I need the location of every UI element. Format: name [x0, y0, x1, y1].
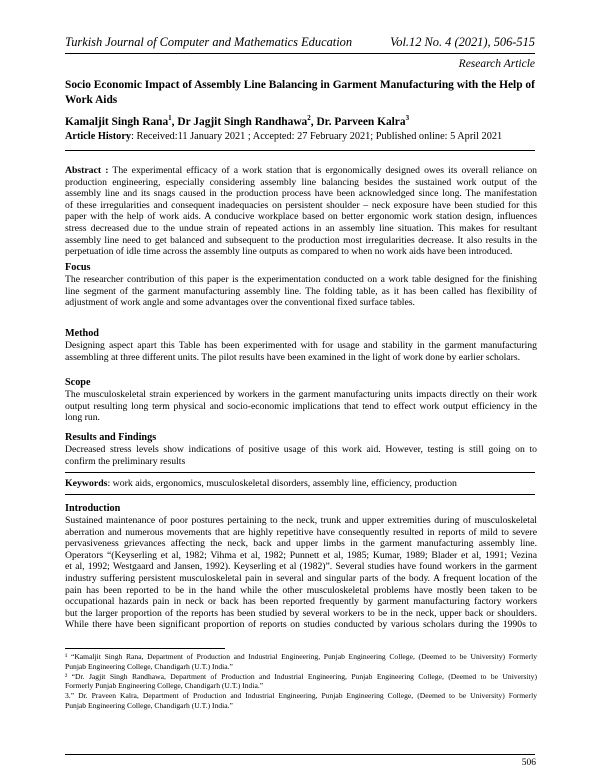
footnote-line: 3.” Dr. Praveen Kalra, Department of Production and Industrial Engineering, Punjab Engineering College, (Deemed to be University) Formerly	[65, 691, 537, 701]
intro-line: et al, 1992; Westgaard and Jansen, 1992). Keyserling et al (1982)”. Several studies have found workers in the garment	[65, 561, 537, 573]
scope-line: The musculoskeletal strain experienced by workers in the garment manufacturing units impacts directly on their work	[65, 389, 537, 400]
abstract-label: Abstract :	[65, 165, 109, 176]
footnote-line: Formerly Punjab Engineering College, Chandigarh (U.T.) India.”	[65, 681, 264, 691]
intro-line: occupational hazards pain in neck or back has been reported frequently by garment manufacturing factory workers	[65, 596, 537, 608]
abstract-line: assembly line and its snags caused in the production process have been acknowledged since long. The manifestation	[65, 188, 537, 200]
history-rule	[65, 150, 535, 151]
keywords-top-rule	[65, 472, 535, 473]
journal-name: Turkish Journal of Computer and Mathematics Education	[65, 35, 353, 49]
abstract-line: The experimental efficacy of a work station that is ergonomically designed owes its overall reliance on	[112, 165, 538, 176]
abstract-line: production engineering, especially considering assembly line balancing besides the sustained work output of the	[65, 176, 537, 188]
abstract-line: perpetuation of idle time across the assembly line outputs as compared to when no work aids have been introduced.	[65, 246, 513, 258]
article-history	[65, 131, 502, 142]
results-text	[65, 444, 537, 467]
intro-line: but the larger proportion of the reports has been studied by several workers to be in the neck, upper back or shoulders.	[65, 607, 537, 619]
scope-heading: Scope	[65, 377, 91, 388]
footnote-line: ¹ “Kamaljit Singh Rana, Department of Production and Industrial Engineering, Punjab Engineering College, (Deemed to be University) Formerly	[65, 652, 537, 661]
focus-line: The researcher contribution of this paper is the experimentation conducted on a work table designed for the finishing	[65, 274, 537, 285]
author-name: Dr. Parveen Kalra	[316, 115, 406, 128]
footnote-rule	[65, 648, 225, 649]
results-line: Decreased stress levels show indications of positive usage of this work aid. However, testing is still going on to	[65, 444, 537, 455]
scope-line: long run.	[65, 412, 100, 424]
author-name: Dr Jagjit Singh Randhawa	[177, 115, 308, 128]
keywords	[65, 478, 457, 489]
method-line: assembling at three different units. The pilot results have been examined in the light of work done by earlier scholars.	[65, 351, 521, 363]
focus-text	[65, 274, 537, 309]
footnote-line: Punjab Engineering College, Chandigarh (U.T.) India.”	[65, 700, 233, 710]
method-text	[65, 340, 537, 363]
intro-line: Sustained maintenance of poor postures pertaining to the neck, trunk and upper extremities during of musculoskeletal	[65, 515, 537, 526]
author-name: Kamaljit Singh Rana	[65, 115, 169, 128]
scope-line: output resulting long term physical and socio-economic implications that tend to effect work output efficiency in the	[65, 400, 537, 412]
article-type: Research Article	[458, 58, 535, 70]
author-list: Kamaljit Singh Rana$^1$, Dr Jagjit Singh Randhawa$^2$, Dr. Parveen Kalra$^3$	[65, 114, 410, 128]
abstract-line: of these irregularities and consequent inadequacies on persistent shoulder – neck exposure have been studied for this	[65, 199, 537, 211]
keywords-text: : work aids, ergonomics, musculoskeletal disorders, assembly line, efficiency, production	[107, 478, 457, 489]
intro-line: pervasiveness grievances affecting the neck, back and upper limbs in the garment manufacturing assembly line.	[65, 538, 537, 550]
history-text: : Received:11 January 2021 ; Accepted: 27 February 2021; Published online: 5 April 2021	[131, 131, 503, 142]
keywords-label: Keywords	[65, 478, 108, 489]
results-heading: Results and Findings	[65, 432, 157, 443]
abstract-line: assembly line need to get balanced and subsequent to the production most irregularities decrease. It also results in the	[65, 234, 537, 246]
results-line: confirm the preliminary results	[65, 455, 186, 467]
intro-line: While there have been significant proportion of reports on studies conducted by various scholars during the 1990s to	[65, 619, 537, 631]
footnotes	[65, 652, 537, 711]
abstract	[65, 165, 537, 258]
paper-title: Socio Economic Impact of Assembly Line Balancing in Garment Manufacturing with the Help of Work Aids	[65, 79, 535, 106]
focus-line: line segment of the garment manufacturing assembly line. The folding table, as it has been called has flexibility of	[65, 285, 537, 297]
journal-header	[65, 35, 535, 50]
method-line: Designing aspect apart this Table has been experimented with for usage and stability in the garment manufacturing	[65, 340, 537, 351]
abstract-line: stress decreased due to the undue strain of repeated actions in an assembly line situation. This makes for resultant	[65, 222, 537, 234]
focus-heading: Focus	[65, 262, 91, 273]
page-number: 506	[521, 758, 536, 768]
header-rule	[65, 53, 535, 54]
history-label: Article History	[65, 131, 132, 142]
intro-line: pain has been reported to be in the hand while the other musculoskeletal problems have mostly been taken to be	[65, 584, 537, 596]
method-heading: Method	[65, 328, 99, 339]
intro-line: industry suffering persistent musculoskeletal pain in several and singular parts of the body. A frequent location of the	[65, 572, 537, 584]
abstract-line: paper with the help of work aids. A conducive workplace based on better ergonomic work station design, influences	[65, 211, 537, 223]
intro-line: aberration and numerous movements that are highly repetitive have consequently resulted in reports of mild to severe	[65, 526, 537, 538]
author-sup: 1	[168, 114, 172, 122]
keywords-bottom-rule	[65, 494, 535, 495]
scope-text	[65, 389, 537, 424]
intro-line: Operators “(Keyserling et al, 1982; Vihma et al, 1982; Punnett et al, 1985; Kumar, 1989; Blader et al, 1991; Vezina	[65, 549, 537, 561]
introduction-text	[65, 515, 537, 631]
footnote-line: Punjab Engineering College, Chandigarh (U.T.) India.”	[65, 661, 233, 671]
footnote-line: ² “Dr. Jagjit Singh Randhawa, Department of Production and Industrial Engineering, Punjab Engineering College, (Deemed to be University)	[65, 671, 537, 681]
footer-rule	[65, 754, 535, 755]
focus-line: adjustment of work angle and some advantages over the conventional fixed surface tables.	[65, 297, 415, 309]
author-sup: 2	[307, 114, 311, 122]
introduction-heading: Introduction	[65, 503, 121, 514]
journal-volume: Vol.12 No. 4 (2021), 506-515	[390, 35, 535, 49]
author-sup: 3	[405, 114, 410, 122]
